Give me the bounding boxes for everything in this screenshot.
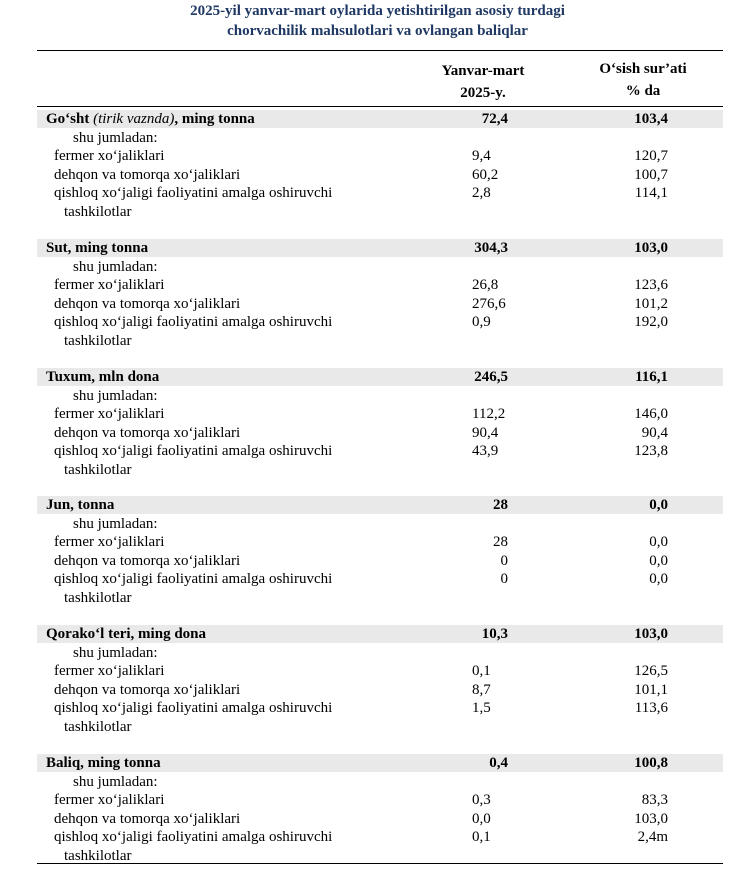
row-growth: 146,0 <box>634 406 668 422</box>
section-name <box>46 239 148 257</box>
row-value: 0,9 <box>472 314 491 330</box>
row-label-farmer: fermer xo‘jaliklari <box>54 792 165 808</box>
row-value: 0,3 <box>472 792 491 808</box>
row-growth: 103,0 <box>634 811 668 827</box>
row-value: 43,9 <box>472 443 499 459</box>
row-label-farmer: fermer xo‘jaliklari <box>54 663 165 679</box>
section-name-text: Baliq, ming tonna <box>46 755 161 771</box>
row-value: 60,2 <box>472 167 499 183</box>
row-value: 0,0 <box>472 811 491 827</box>
row-label-organizations: qishloq xo‘jaligi faoliyatini amalga oshiruvchi <box>54 185 333 201</box>
row-value: 0 <box>500 553 508 569</box>
section-value: 10,3 <box>481 626 508 642</box>
row-value: 0,1 <box>472 829 491 845</box>
section-name <box>46 754 161 772</box>
sub-intro-label: shu jumladan: <box>73 645 158 661</box>
row-label-organizations-cont: tashkilotlar <box>64 333 132 349</box>
row-growth: 83,3 <box>641 792 668 808</box>
row-label-farmer: fermer xo‘jaliklari <box>54 277 165 293</box>
row-growth: 126,5 <box>634 663 668 679</box>
row-label-dehqon: dehqon va tomorqa xo‘jaliklari <box>54 167 241 183</box>
section-value: 28 <box>493 497 508 513</box>
row-label-organizations-cont: tashkilotlar <box>64 590 132 606</box>
row-label-farmer: fermer xo‘jaliklari <box>54 148 165 164</box>
row-label-organizations: qishloq xo‘jaligi faoliyatini amalga oshiruvchi <box>54 829 333 845</box>
row-label-organizations-cont: tashkilotlar <box>64 204 132 220</box>
row-value: 28 <box>493 534 508 550</box>
section-name-text: Go‘sht <box>46 111 94 127</box>
row-value: 1,5 <box>472 700 491 716</box>
row-growth: 120,7 <box>634 148 668 164</box>
section-growth: 103,0 <box>634 240 668 256</box>
sub-intro-label: shu jumladan: <box>73 774 158 790</box>
row-growth: 0,0 <box>649 571 668 587</box>
section-growth: 116,1 <box>635 369 668 385</box>
row-label-dehqon: dehqon va tomorqa xo‘jaliklari <box>54 811 241 827</box>
section-name-text: Sut, ming tonna <box>46 240 149 256</box>
row-label-organizations: qishloq xo‘jaligi faoliyatini amalga oshiruvchi <box>54 700 333 716</box>
row-value: 112,2 <box>472 406 506 422</box>
row-growth: 101,1 <box>634 682 668 698</box>
table-title-line1: 2025-yil yanvar-mart oylarida yetishtirilgan asosiy turdagi <box>190 3 565 19</box>
row-growth: 123,8 <box>634 443 668 459</box>
column-header-growth-line2: % da <box>625 83 661 99</box>
row-value: 0 <box>500 571 508 587</box>
column-header-volume <box>418 60 548 104</box>
column-header-volume-line1: Yanvar-mart <box>441 63 525 79</box>
table-top-rule <box>37 50 723 51</box>
row-value: 2,8 <box>472 185 491 201</box>
row-growth: 113,6 <box>634 700 668 716</box>
row-label-dehqon: dehqon va tomorqa xo‘jaliklari <box>54 296 241 312</box>
column-header-growth-line1: O‘sish sur’ati <box>599 61 687 77</box>
section-name-qualifier: (tirik vazndа) <box>93 111 175 127</box>
row-growth: 192,0 <box>634 314 668 330</box>
section-name <box>46 368 159 386</box>
section-name <box>46 110 255 128</box>
row-value: 8,7 <box>472 682 491 698</box>
header-bottom-rule <box>37 106 723 107</box>
table-title-line2: chorvachilik mahsulotlari va ovlangan baliqlar <box>227 23 528 39</box>
row-label-organizations: qishloq xo‘jaligi faoliyatini amalga oshiruvchi <box>54 571 333 587</box>
row-growth: 90,4 <box>641 425 668 441</box>
column-header-volume-line2: 2025-y. <box>460 85 506 101</box>
row-label-dehqon: dehqon va tomorqa xo‘jaliklari <box>54 425 241 441</box>
sub-intro-label: shu jumladan: <box>73 259 158 275</box>
row-value: 90,4 <box>472 425 499 441</box>
column-header-growth <box>578 58 708 102</box>
row-growth: 123,6 <box>634 277 668 293</box>
row-label-organizations-cont: tashkilotlar <box>64 848 132 864</box>
sub-intro-label: shu jumladan: <box>73 516 158 532</box>
row-label-organizations-cont: tashkilotlar <box>64 719 132 735</box>
section-name-text: Tuxum, mln dona <box>46 369 160 385</box>
row-label-farmer: fermer xo‘jaliklari <box>54 406 165 422</box>
section-name-text: Qorako‘l teri, ming dona <box>46 626 206 642</box>
table-bottom-rule <box>37 863 723 864</box>
row-growth: 101,2 <box>634 296 668 312</box>
section-value: 246,5 <box>474 369 508 385</box>
section-name <box>46 625 206 643</box>
row-growth: 2,4m <box>637 829 668 845</box>
row-label-organizations: qishloq xo‘jaligi faoliyatini amalga oshiruvchi <box>54 314 333 330</box>
section-growth: 100,8 <box>634 755 668 771</box>
section-name <box>46 496 114 514</box>
row-label-farmer: fermer xo‘jaliklari <box>54 534 165 550</box>
row-value: 26,8 <box>472 277 499 293</box>
sub-intro-label: shu jumladan: <box>73 388 158 404</box>
section-growth: 103,4 <box>634 111 668 127</box>
row-value: 9,4 <box>472 148 491 164</box>
row-value: 0,1 <box>472 663 491 679</box>
row-label-dehqon: dehqon va tomorqa xo‘jaliklari <box>54 553 241 569</box>
row-label-dehqon: dehqon va tomorqa xo‘jaliklari <box>54 682 241 698</box>
row-growth: 114,1 <box>634 185 668 201</box>
section-growth: 0,0 <box>649 497 668 513</box>
sub-intro-label: shu jumladan: <box>73 130 158 146</box>
section-value: 304,3 <box>474 240 508 256</box>
row-label-organizations-cont: tashkilotlar <box>64 462 132 478</box>
row-growth: 0,0 <box>649 553 668 569</box>
section-growth: 103,0 <box>634 626 668 642</box>
section-name-unit: , ming tonna <box>174 111 255 127</box>
row-label-organizations: qishloq xo‘jaligi faoliyatini amalga oshiruvchi <box>54 443 333 459</box>
row-growth: 100,7 <box>634 167 668 183</box>
section-name-text: Jun, tonna <box>46 497 115 513</box>
row-value: 276,6 <box>472 296 506 312</box>
section-value: 0,4 <box>489 755 508 771</box>
row-growth: 0,0 <box>649 534 668 550</box>
section-value: 72,4 <box>481 111 508 127</box>
